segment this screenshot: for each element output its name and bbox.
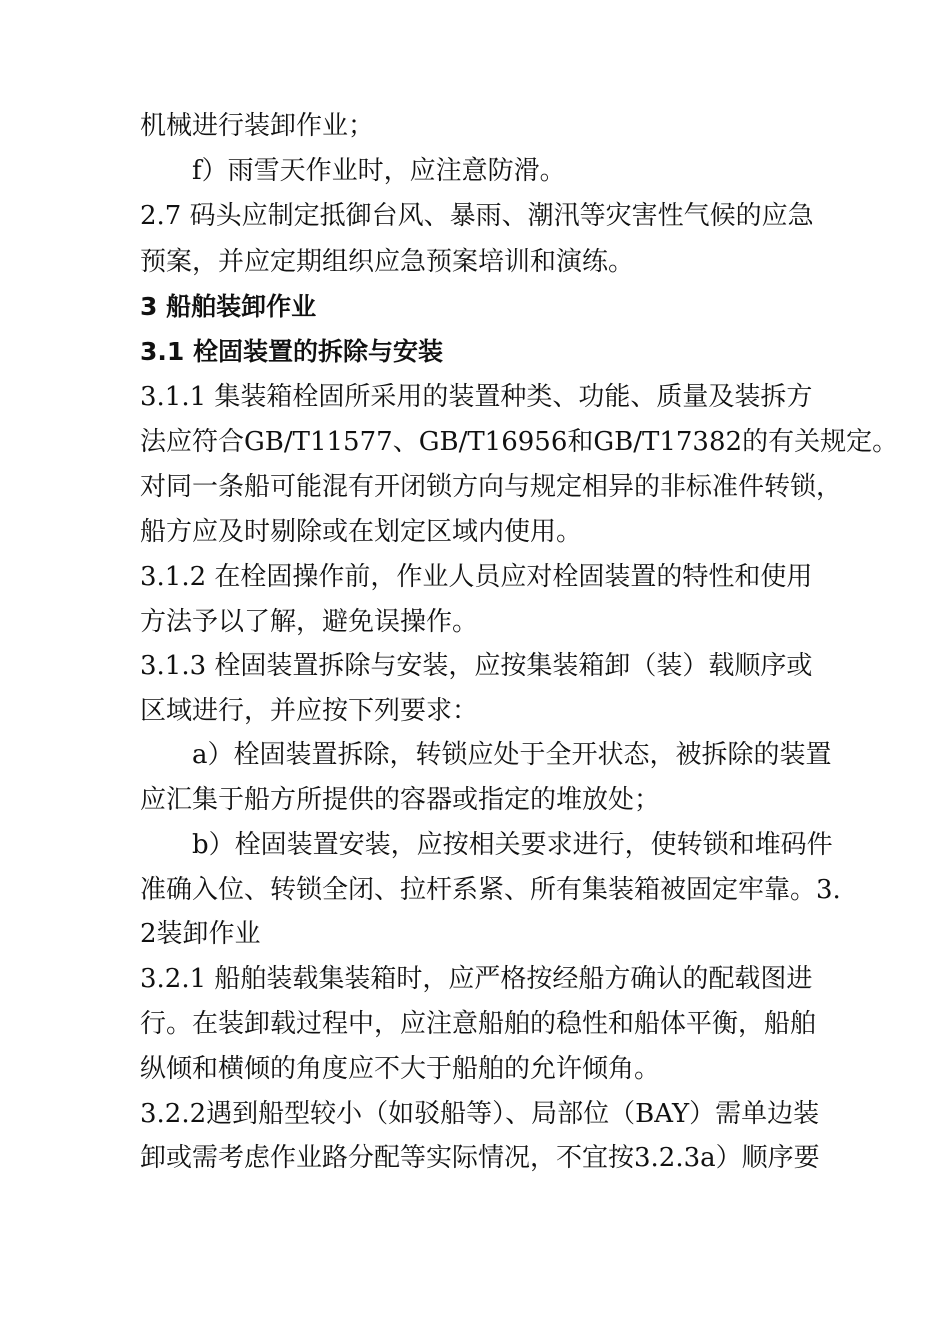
text-line: 机械进行装卸作业； xyxy=(140,111,375,141)
text-line: 船方应及时剔除或在划定区域内使用。 xyxy=(140,517,583,547)
text-line: f）雨雪天作业时，应注意防滑。 xyxy=(192,156,566,186)
text-line: 应汇集于船方所提供的容器或指定的堆放处； xyxy=(140,785,661,815)
text-line: a）栓固装置拆除，转锁应处于全开状态，被拆除的装置 xyxy=(192,740,832,770)
text-line: 方法予以了解，避免误操作。 xyxy=(140,607,479,637)
text-line: 3.1.3 栓固装置拆除与安装，应按集装箱卸（装）载顺序或 xyxy=(140,651,813,681)
text-line: 2.7 码头应制定抵御台风、暴雨、潮汛等灾害性气候的应急 xyxy=(140,201,814,231)
text-line: b）栓固装置安装，应按相关要求进行，使转锁和堆码件 xyxy=(192,830,833,860)
text-line: 卸或需考虑作业路分配等实际情况，不宜按3.2.3a）顺序要 xyxy=(140,1143,820,1173)
section-heading: 3 船舶装卸作业 xyxy=(140,292,317,321)
text-line: 行。在装卸载过程中，应注意船舶的稳性和船体平衡，船舶 xyxy=(140,1009,817,1039)
text-line: 纵倾和横倾的角度应不大于船舶的允许倾角。 xyxy=(140,1054,661,1084)
text-line: 3.1.2 在栓固操作前，作业人员应对栓固装置的特性和使用 xyxy=(140,562,813,592)
text-line: 3.1.1 集装箱栓固所采用的装置种类、功能、质量及装拆方 xyxy=(140,382,813,412)
text-line: 3.2.2遇到船型较小（如驳船等）、局部位（BAY）需单边装 xyxy=(140,1099,820,1129)
text-line: 准确入位、转锁全闭、拉杆系紧、所有集装箱被固定牢靠。3. xyxy=(140,875,841,905)
text-line: 对同一条船可能混有开闭锁方向与规定相异的非标准件转锁， xyxy=(140,472,843,502)
text-line: 区域进行，并应按下列要求： xyxy=(140,696,479,726)
subsection-heading: 3.1 栓固装置的拆除与安装 xyxy=(140,337,443,366)
text-line: 2装卸作业 xyxy=(140,919,261,949)
text-line: 3.2.1 船舶装载集装箱时，应严格按经船方确认的配载图进 xyxy=(140,964,813,994)
text-line: 法应符合GB/T11577、GB/T16956和GB/T17382的有关规定。 xyxy=(140,427,899,457)
text-line: 预案，并应定期组织应急预案培训和演练。 xyxy=(140,247,635,277)
